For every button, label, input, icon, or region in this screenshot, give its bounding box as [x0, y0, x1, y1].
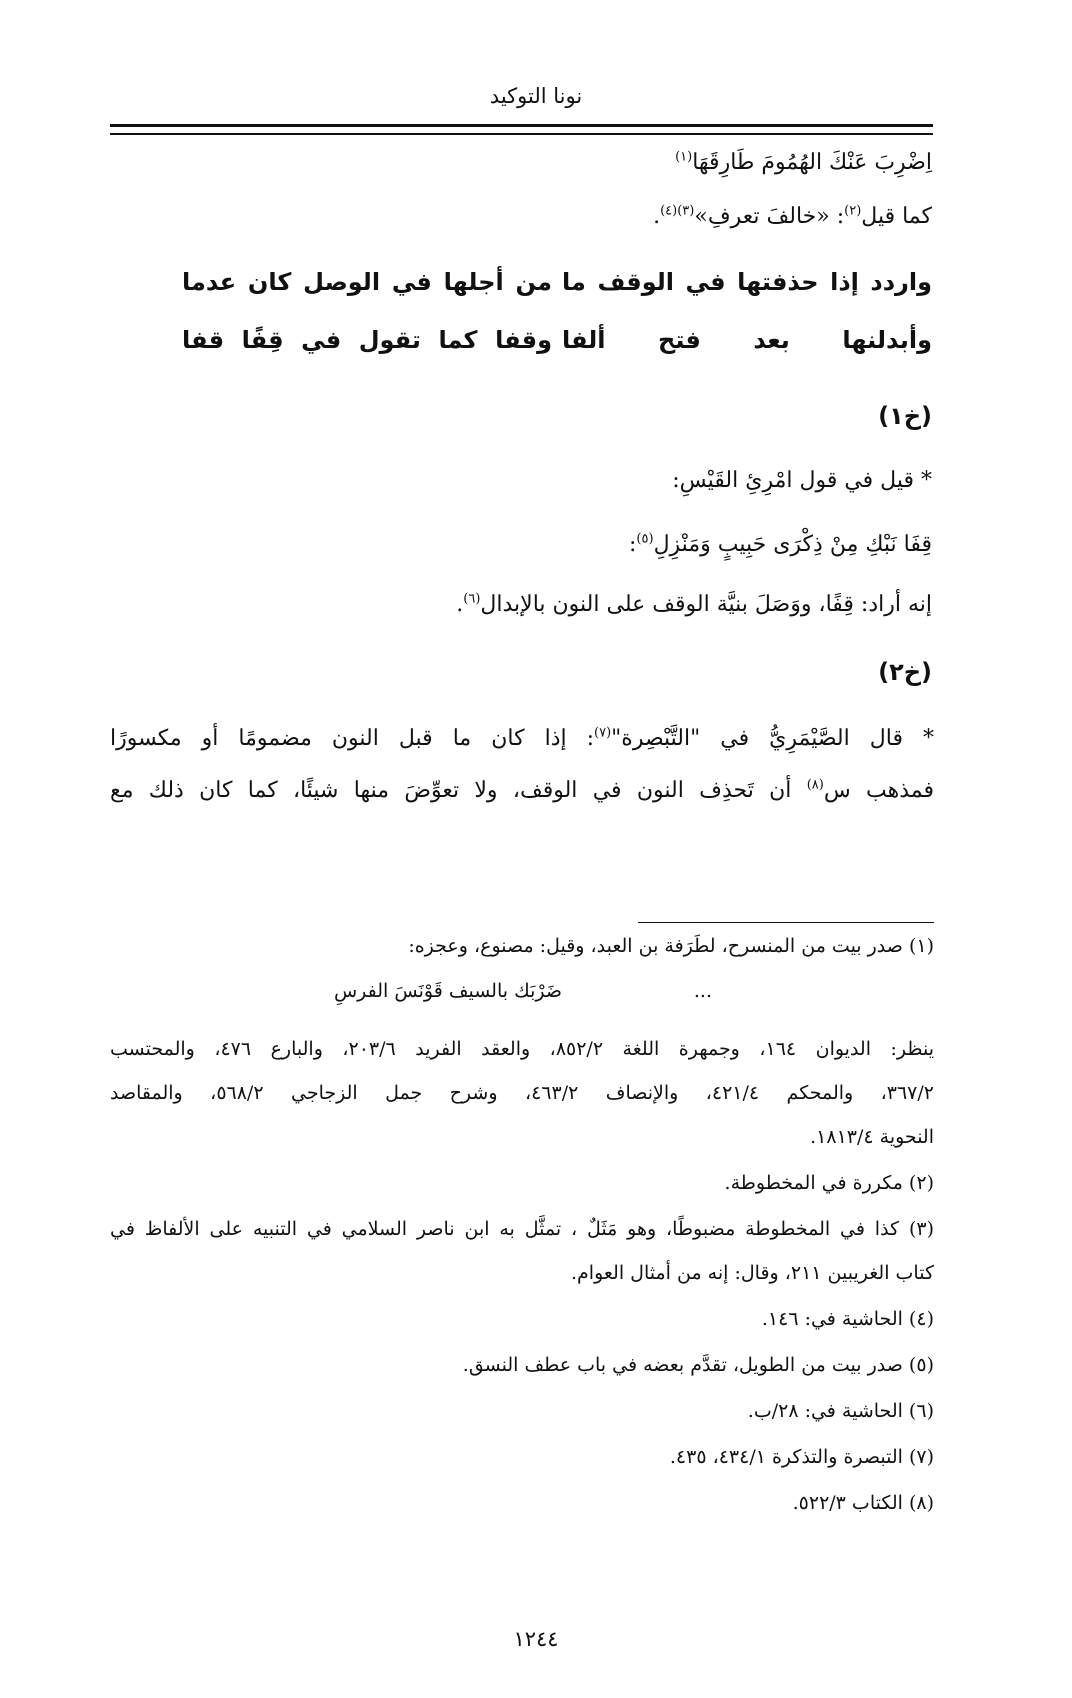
verse-text: اِضْرِبَ عَنْكَ الهُمُومَ طَارِقَهَا	[692, 150, 932, 175]
poem-verse-1-second-hemistich: من أجلها في الوصل كان عدما	[182, 268, 552, 296]
footnote-separator	[638, 922, 934, 923]
poem-verse-2-second-hemistich: وقفا كما تقول في قِفًا قفا	[182, 326, 552, 354]
footnote-ref: (٨)	[806, 777, 824, 793]
footnote-3-line-1: (٣) كذا في المخطوطة مضبوطًا، وهو مَثَلٌ ، تمثَّل به ابن ناصر السلامي في التنبيه على الألفاظ في	[110, 1218, 934, 1240]
poem-verse-2-first-hemistich: وأبدلنها بعد فتح ألفا	[562, 326, 932, 354]
footnote-ref: (٥)	[636, 531, 654, 547]
quoted-verse-line	[675, 150, 932, 175]
running-title: نونا التوكيد	[489, 84, 583, 108]
footnote-ref: (٣)(٤)	[660, 203, 695, 219]
footnote-ref: (١)	[675, 149, 693, 165]
footnote-3-line-2: كتاب الغريبين ٢١١، وقال: إنه من أمثال العوام.	[570, 1262, 934, 1284]
imru-verse-line: قِفَا نَبْكِ مِنْ ذِكْرَى حَبِيبٍ وَمَنْزِلِ$^{(٥)}$:	[629, 531, 932, 557]
footnote-1-refs-line-1: ينظر: الديوان ١٦٤، وجمهرة اللغة ٨٥٢/٢، والعقد الفريد ٢٠٣/٦، والبارع ٤٧٦، والمحتسب	[110, 1038, 934, 1060]
footnote-6: (٦) الحاشية في: ٢٨/ب.	[747, 1400, 934, 1422]
intro-line: * قيل في قول امْرِئِ القَيْسِ:	[672, 468, 932, 493]
section-marker-2: (خ٢)	[878, 658, 932, 686]
footnote-1-intro: (١) صدر بيت من المنسرح، لطَرَفة بن العبد، وقيل: مصنوع، وعجزه:	[408, 935, 934, 957]
footnote-2: (٢) مكررة في المخطوطة.	[724, 1172, 934, 1194]
footnote-1-verse: ضَرْبَك بالسيف قَوْنَسَ الفرسِ	[333, 980, 562, 1002]
paragraph-line-1: * قال الصَّيْمَرِيُّ في "التَّبْصِرة"$^{(٧)}$: إذا كان ما قبل النون مضمومًا أو مكسورًا	[110, 725, 934, 751]
footnote-1-ellipsis: ...	[693, 980, 712, 1002]
footnote-7: (٧) التبصرة والتذكرة ٤٣٤/١، ٤٣٥.	[669, 1446, 934, 1468]
footnote-4: (٤) الحاشية في: ١٤٦.	[761, 1308, 934, 1330]
poem-verse-1-first-hemistich: واردد إذا حذفتها في الوقف ما	[562, 268, 932, 296]
footnote-1-refs-line-2: ٣٦٧/٢، والمحكم ٤٢١/٤، والإنصاف ٤٦٣/٢، وشرح جمل الزجاجي ٥٦٨/٢، والمقاصد	[110, 1082, 934, 1104]
footnote-8: (٨) الكتاب ٥٢٢/٣.	[792, 1492, 934, 1514]
footnote-ref: (٦)	[463, 591, 481, 607]
paragraph-line-2: فمذهب س$^{(٨)}$ أن تَحذِف النون في الوقف، ولا تعوِّضَ منها شيئًا، كما كان ذلك مع	[110, 777, 935, 803]
footnote-ref: (٧)	[594, 725, 612, 741]
footnote-5: (٥) صدر بيت من الطويل، تقدَّم بعضه في باب عطف النسق.	[462, 1354, 934, 1376]
section-marker-1: (خ١)	[878, 402, 932, 430]
explanation-line: إنه أراد: قِفًا، ووَصَلَ بنيَّة الوقف على النون بالإبدال$^{(٦)}$.	[456, 591, 932, 617]
page-number: ١٢٤٤	[513, 1627, 559, 1651]
footnote-1-refs-line-3: النحوية ١٨١٣/٤.	[810, 1126, 934, 1148]
header-rule-thick	[110, 124, 933, 127]
header-rule-thin	[110, 133, 933, 135]
proverb-line: كما قيل$^{(٢)}$: «خالفَ تعرفِ»$^{(٣)(٤)}$.	[653, 203, 932, 229]
footnote-ref: (٢)	[844, 203, 862, 219]
